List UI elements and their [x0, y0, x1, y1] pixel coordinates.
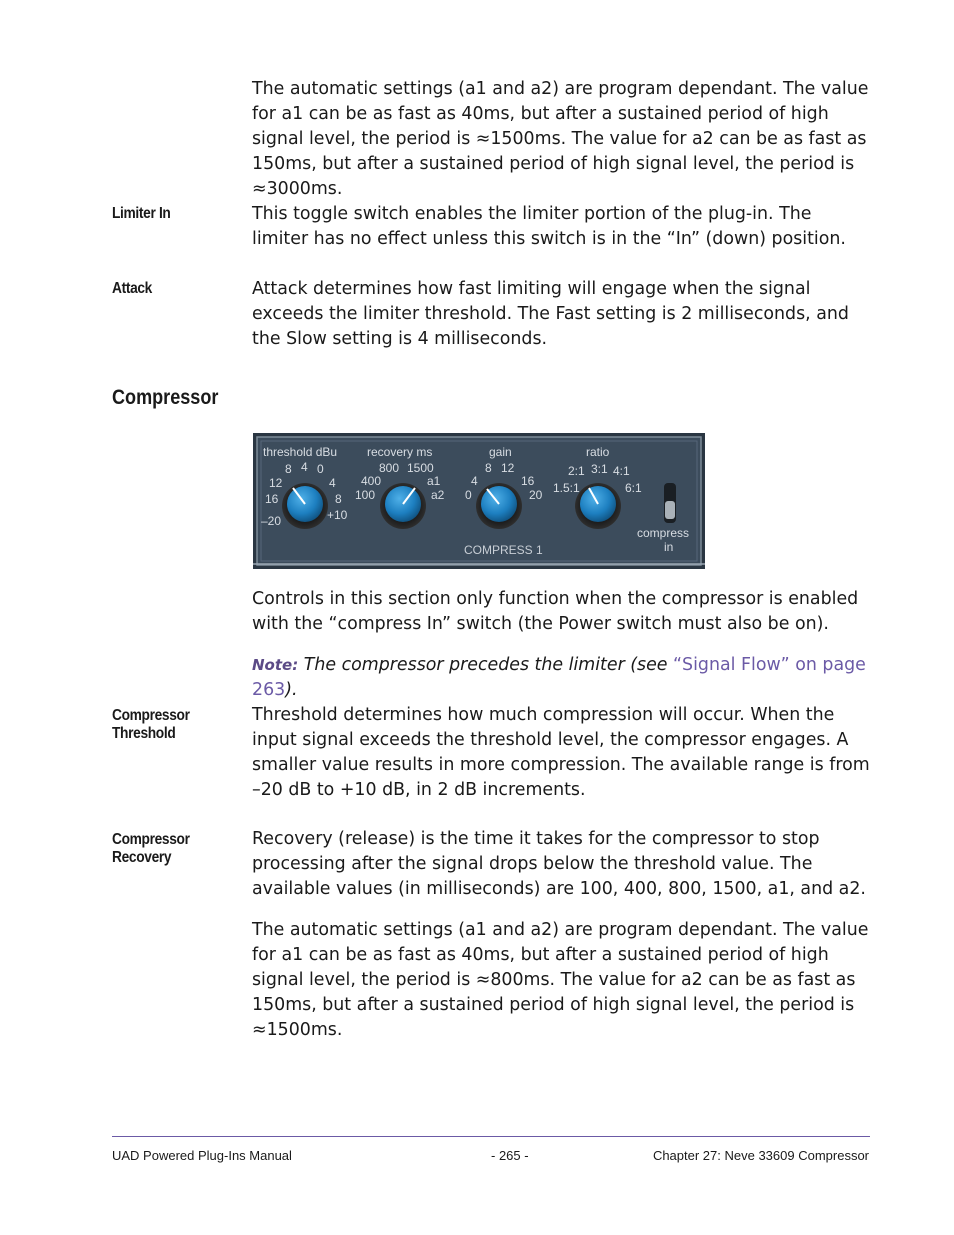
term-line: Compressor	[112, 831, 190, 848]
recovery-knob-title: recovery ms	[367, 445, 433, 459]
gain-tick: 4	[471, 474, 478, 488]
controls-paragraph: Controls in this section only function when the compressor is enabled with the “compress In” switch (the Power switch must also be on).	[252, 589, 859, 634]
threshold-tick: 4	[329, 476, 336, 490]
ratio-tick: 3:1	[591, 462, 608, 476]
note-text: The compressor precedes the limiter (see	[298, 655, 674, 675]
gain-tick: 8	[485, 461, 492, 475]
threshold-tick: 0	[317, 462, 324, 476]
compress-switch-label: compress	[637, 526, 690, 540]
term-attack: Attack	[112, 280, 153, 297]
term-compressor-recovery	[112, 831, 224, 867]
threshold-tick: –20	[261, 514, 282, 528]
gain-tick: 0	[465, 488, 472, 502]
threshold-knob-title: threshold dBu	[263, 445, 338, 459]
section-heading-compressor: Compressor	[112, 386, 219, 409]
ratio-tick: 1.5:1	[553, 481, 580, 495]
compress-section-label: COMPRESS 1	[464, 543, 543, 557]
threshold-tick: +10	[327, 508, 348, 522]
footer-rule	[112, 1136, 870, 1137]
compressor-threshold-description: Threshold determines how much compression will occur. When the input signal exceeds the threshold level, the compressor engages. A smaller value results in more compression. The available range is from –20 dB to +10 dB, in 2 dB increments.	[252, 705, 870, 800]
threshold-knob[interactable]	[261, 445, 348, 529]
recovery-tick: 100	[355, 488, 376, 502]
recovery-tick: a2	[431, 488, 445, 502]
recovery-auto-paragraph: The automatic settings (a1 and a2) are program dependant. The value for a1 can be as fast as 40ms, but after a sustained period of high signal level, the period is ≈800ms. The value for a2 can be as fast as 150ms, but after a sustained period of high signal level, the period is ≈1500ms.	[252, 920, 869, 1040]
term-limiter-in: Limiter In	[112, 205, 171, 222]
limiter-in-description: This toggle switch enables the limiter portion of the plug-in. The limiter has no effect unless this switch is in the “In” (down) position.	[252, 204, 846, 249]
recovery-tick: 800	[379, 461, 400, 475]
signal-flow-link[interactable]: “Signal Flow” on page 263	[252, 655, 866, 700]
compress-switch-label-in: in	[664, 540, 674, 554]
footer-chapter: Chapter 27: Neve 33609 Compressor	[652, 1148, 869, 1163]
note-end: ).	[285, 680, 298, 700]
gain-knob-title: gain	[489, 445, 512, 459]
ratio-tick: 6:1	[625, 481, 642, 495]
ratio-tick: 2:1	[568, 464, 585, 478]
footer-manual-title: UAD Powered Plug-Ins Manual	[112, 1148, 292, 1163]
attack-description: Attack determines how fast limiting will engage when the signal exceeds the limiter threshold. The Fast setting is 2 milliseconds, and the Slow setting is 4 milliseconds.	[252, 279, 849, 349]
intro-paragraph: The automatic settings (a1 and a2) are program dependant. The value for a1 can be as fast as 40ms, but after a sustained period of high signal level, the period is ≈1500ms. The value for a2 can be as fast as 150ms, but after a sustained period of high signal level, the period is ≈3000ms.	[252, 79, 869, 199]
recovery-tick: 1500	[407, 461, 434, 475]
compressor-recovery-description: Recovery (release) is the time it takes for the compressor to stop processing after the signal drops below the threshold value. The available values (in milliseconds) are 100, 400, 800, 1500, a1, and a2.	[252, 829, 866, 899]
threshold-tick: 8	[335, 492, 342, 506]
note-label: Note:	[252, 656, 299, 674]
term-line: Compressor	[112, 707, 190, 724]
term-line: Threshold	[112, 725, 176, 742]
term-compressor-threshold	[112, 707, 224, 743]
gain-tick: 12	[501, 461, 515, 475]
note	[252, 653, 872, 703]
threshold-tick: 16	[265, 492, 279, 506]
threshold-tick: 4	[301, 460, 308, 474]
gain-tick: 20	[529, 488, 543, 502]
ratio-tick: 4:1	[613, 464, 630, 478]
footer-page-number: - 265 -	[491, 1148, 529, 1163]
gain-tick: 16	[521, 474, 535, 488]
compressor-plugin-panel	[253, 433, 705, 569]
ratio-knob-title: ratio	[586, 445, 610, 459]
recovery-tick: 400	[361, 474, 382, 488]
term-line: Recovery	[112, 849, 172, 866]
threshold-tick: 8	[285, 462, 292, 476]
threshold-tick: 12	[269, 476, 283, 490]
recovery-tick: a1	[427, 474, 441, 488]
